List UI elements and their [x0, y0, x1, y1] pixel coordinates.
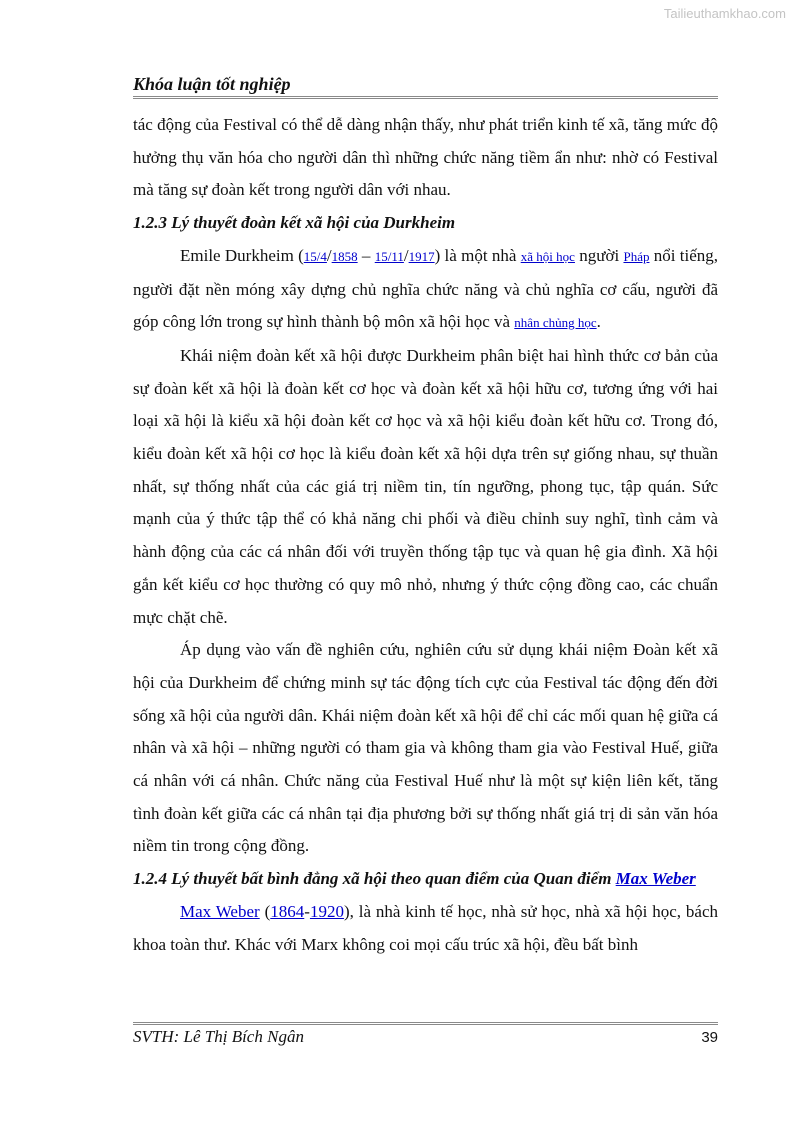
watermark: Tailieuthamkhao.com — [663, 6, 786, 21]
link-date-15-11[interactable]: 15/11 — [374, 248, 404, 264]
text-span: Emile Durkheim ( — [180, 245, 304, 265]
link-max-weber[interactable]: Max Weber — [180, 901, 260, 921]
footer-rule — [133, 1022, 718, 1025]
section-heading-1-2-4 — [133, 863, 718, 896]
text-span: ( — [259, 901, 271, 921]
link-max-weber-heading[interactable]: Max Weber — [615, 869, 696, 889]
link-xa-hoi-hoc[interactable]: xã hội học — [520, 248, 575, 264]
link-year-1858[interactable]: 1858 — [331, 248, 358, 264]
link-year-1917[interactable]: 1917 — [408, 248, 435, 264]
text-span: nổi tiếng, người đặt nền móng xây dựng chủ nghĩa chức năng và chủ nghĩa cơ cấu, người đã góp công lớn trong sự hình thành bộ môn xã hội học và — [133, 245, 719, 332]
heading-text: 1.2.4 Lý thuyết bất bình đẳng xã hội theo quan điểm của Quan điểm — [133, 869, 616, 889]
header-rule — [133, 96, 718, 99]
link-year-1920[interactable]: 1920 — [309, 901, 344, 921]
link-phap[interactable]: Pháp — [623, 248, 650, 264]
page-number: 39 — [701, 1029, 718, 1046]
text-span: người — [574, 245, 624, 265]
paragraph-solidarity-concept: Khái niệm đoàn kết xã hội được Durkheim phân biệt hai hình thức cơ bản của sự đoàn kết xã hội là đoàn kết cơ học và đoàn kết xã hội hữu cơ, tương ứng với hai loại xã hội là kiểu xã hội đoàn kết cơ học và xã hội kiểu đoàn kết hữu cơ. Trong đó, kiểu đoàn kết xã hội cơ học là kiểu đoàn kết xã hội dựa trên sự giống nhau, sự thuần nhất, sự thống nhất của các giá trị niềm tin, tín ngưỡng, phong tục, tập quán. Sức mạnh của ý thức tập thể có khả năng chi phối và điều chỉnh suy nghĩ, tình cảm và hành động của các cá nhân đối với truyền thống tập tục và quan hệ gia đình. Xã hội gắn kết kiểu cơ học thường có quy mô nhỏ, nhưng ý thức cộng đồng cao, các chuẩn mực chặt chẽ. — [133, 345, 718, 627]
link-nhan-chung-hoc[interactable]: nhân chủng học — [514, 315, 597, 331]
text-span: - — [304, 901, 310, 921]
link-date-15-4[interactable]: 15/4 — [303, 248, 327, 264]
text-span: – — [357, 245, 375, 265]
text-span: . — [596, 312, 601, 332]
document-body — [133, 109, 718, 961]
paragraph-durkheim-intro — [133, 240, 718, 340]
paragraph-weber-intro — [133, 896, 718, 961]
text-span: ) là một nhà — [434, 245, 521, 265]
link-year-1864[interactable]: 1864 — [270, 901, 305, 921]
header-title: Khóa luận tốt nghiệp — [133, 74, 291, 94]
text-span: / — [403, 245, 409, 265]
paragraph-application: Áp dụng vào vấn đề nghiên cứu, nghiên cứu sử dụng khái niệm Đoàn kết xã hội của Durkheim để chứng minh sự tác động tích cực của Festival tác động đến đời sống xã hội của người dân. Khái niệm đoàn kết xã hội để chỉ các mối quan hệ giữa cá nhân và xã hội – những người có tham gia và không tham gia vào Festival Huế, giữa cá nhân với cá nhân. Chức năng của Festival Huế như là một sự kiện liên kết, tăng tình đoàn kết giữa các cá nhân tại địa phương bởi sự thống nhất giá trị di sản văn hóa niềm tin trong cộng đồng. — [133, 640, 718, 856]
text-span: ), là nhà kinh tế học, nhà sử học, nhà xã hội học, bách khoa toàn thư. Khác với Marx không coi mọi cấu trúc xã hội, đều bất bình — [133, 901, 718, 954]
footer-author: SVTH: Lê Thị Bích Ngân — [133, 1027, 304, 1046]
text-span: / — [326, 245, 332, 265]
paragraph-1: tác động của Festival có thể dễ dàng nhận thấy, như phát triển kinh tế xã, tăng mức độ hưởng thụ văn hóa cho người dân thì những chức năng tiềm ẩn như: nhờ có Festival mà tăng sự đoàn kết trong người dân với nhau. — [133, 115, 718, 200]
section-heading-1-2-3: 1.2.3 Lý thuyết đoàn kết xã hội của Durkheim — [133, 213, 456, 233]
